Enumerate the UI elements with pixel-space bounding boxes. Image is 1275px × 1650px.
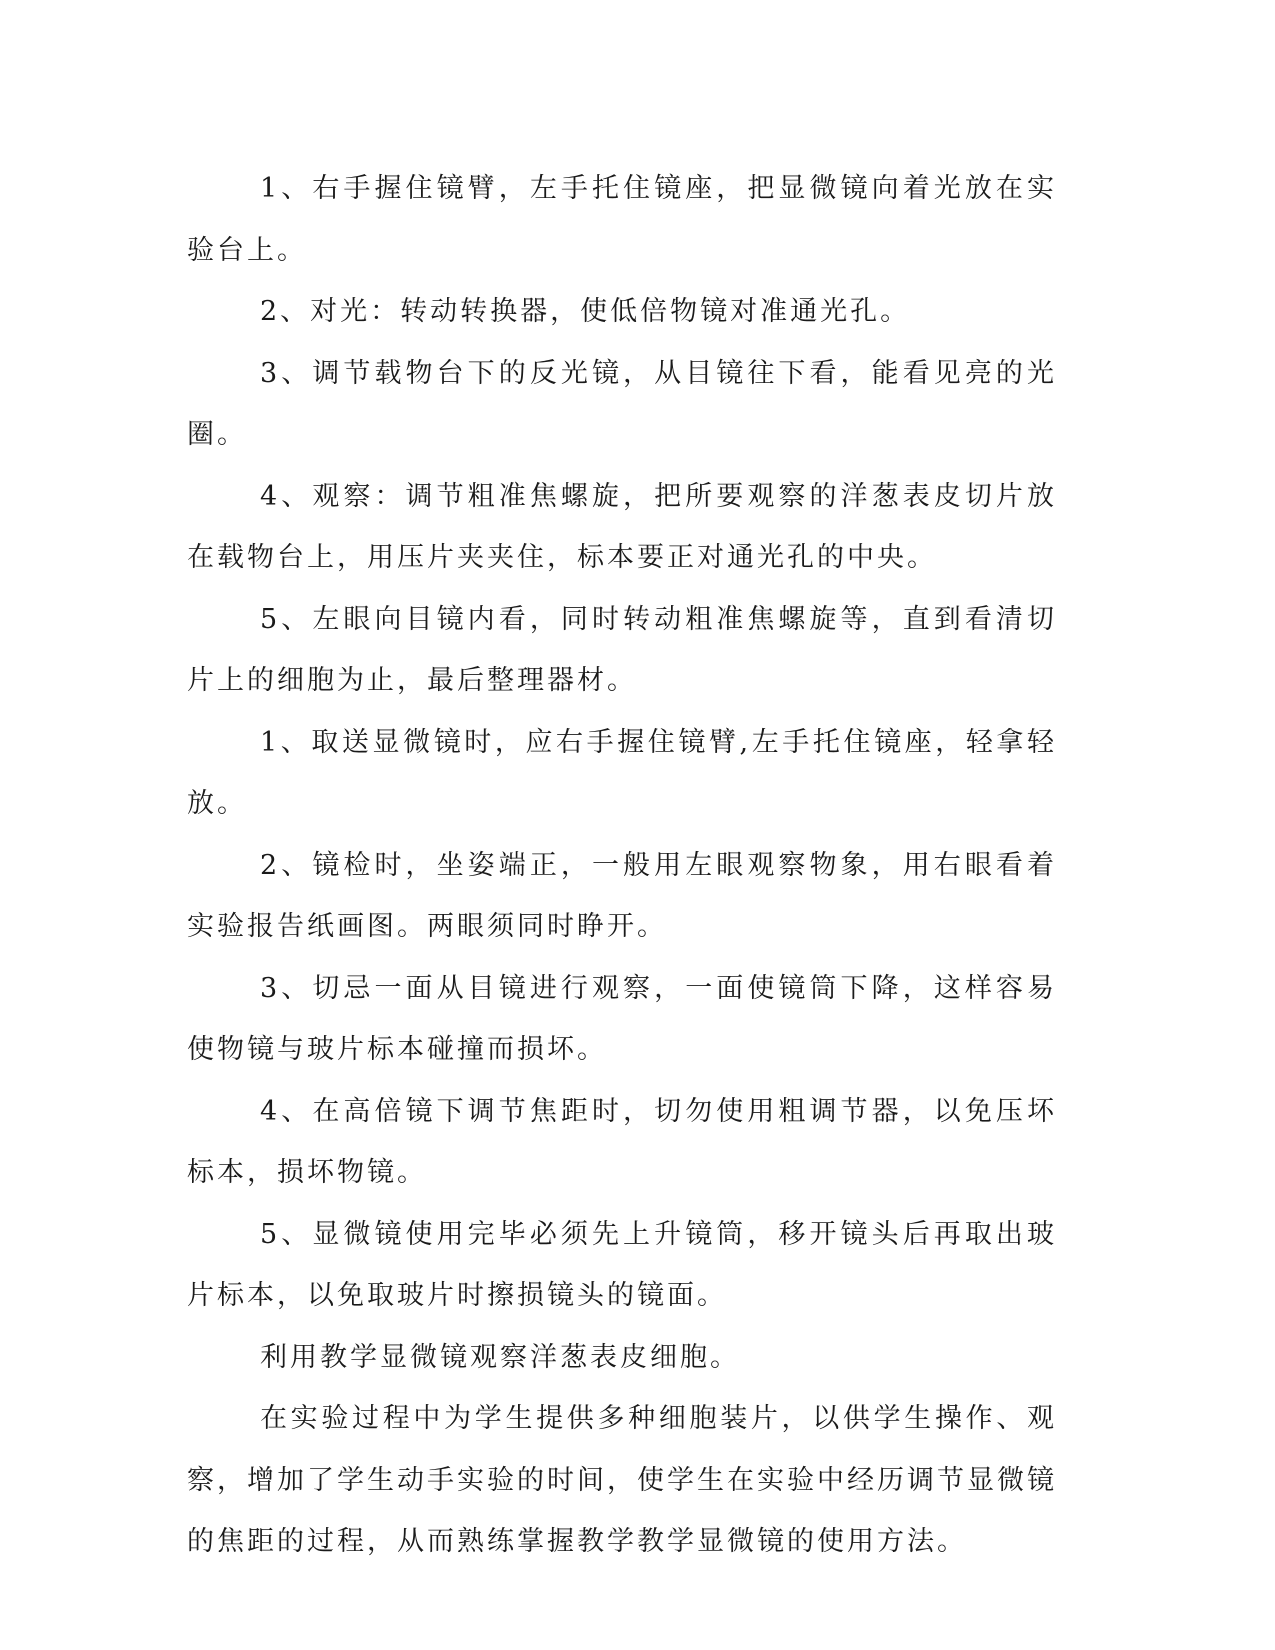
paragraph-caution-3: 3、切忌一面从目镜进行观察，一面使镜筒下降，这样容易使物镜与玻片标本碰撞而损坏。 <box>187 972 1057 1065</box>
paragraph-step-3-mirror: 3、调节载物台下的反光镜，从目镜往下看，能看见亮的光圈。 <box>187 357 1057 450</box>
paragraph-reflection: 在实验过程中为学生提供多种细胞装片，以供学生操作、观察，增加了学生动手实验的时间，使学生在实验中经历调节显微镜的焦距的过程，从而熟练掌握教学教学显微镜的使用方法。 <box>187 1403 1057 1557</box>
paragraph-step-4-observe: 4、观察：调节粗准焦螺旋，把所要观察的洋葱表皮切片放在载物台上，用压片夹夹住，标本要正对通光孔的中央。 <box>187 480 1057 573</box>
document-body <box>187 158 1057 1573</box>
paragraph-experiment-goal: 利用教学显微镜观察洋葱表皮细胞。 <box>260 1341 740 1373</box>
paragraph-step-5-focus: 5、左眼向目镜内看，同时转动粗准焦螺旋等，直到看清切片上的细胞为止，最后整理器材。 <box>187 603 1057 696</box>
paragraph-step-2-light: 2、对光：转动转换器，使低倍物镜对准通光孔。 <box>260 296 911 327</box>
paragraph-caution-2: 2、镜检时，坐姿端正，一般用左眼观察物象，用右眼看着实验报告纸画图。两眼须同时睁开。 <box>187 849 1057 942</box>
paragraph-caution-5: 5、显微镜使用完毕必须先上升镜筒，移开镜头后再取出玻片标本，以免取玻片时擦损镜头的镜面。 <box>187 1218 1057 1311</box>
paragraph-step-1-hold: 1、右手握住镜臂，左手托住镜座，把显微镜向着光放在实验台上。 <box>187 173 1057 266</box>
paragraph-caution-4: 4、在高倍镜下调节焦距时，切勿使用粗调节器，以免压坏标本，损坏物镜。 <box>187 1095 1057 1188</box>
paragraph-caution-1: 1、取送显微镜时，应右手握住镜臂,左手托住镜座，轻拿轻放。 <box>187 726 1057 819</box>
